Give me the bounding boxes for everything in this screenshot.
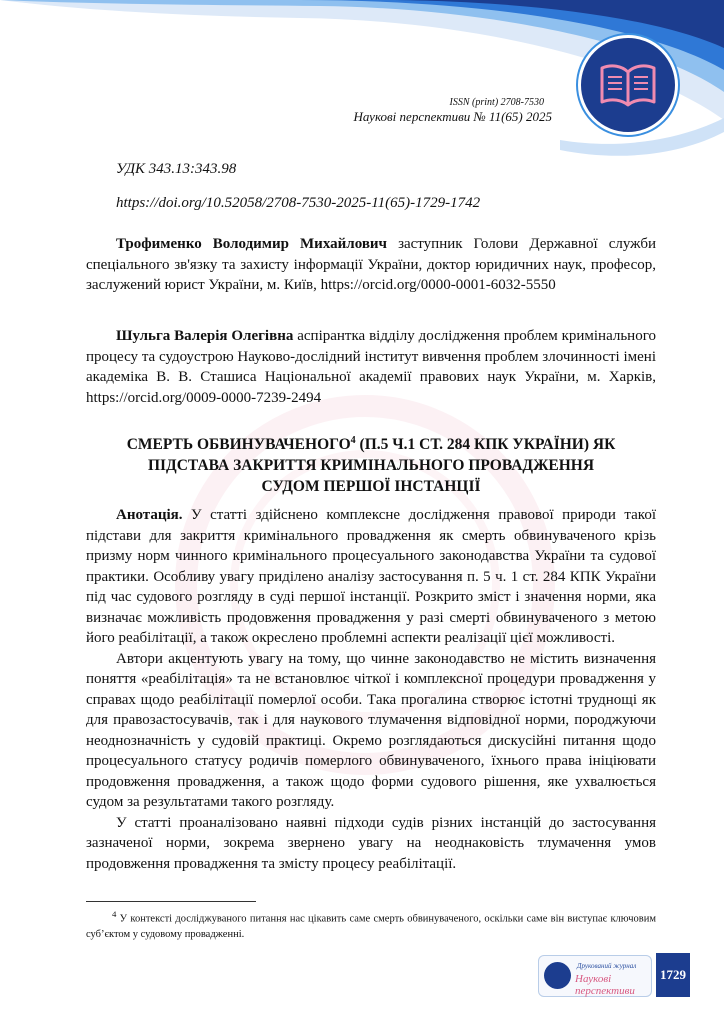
page-number: 1729 (656, 953, 690, 997)
footer-logo-small-text: Друкований журнал (577, 962, 637, 970)
footer-journal-logo (538, 955, 652, 997)
abstract-label: Анотація. (116, 507, 183, 523)
author-name: Шульга Валерія Олегівна (116, 328, 294, 344)
author-2 (86, 326, 656, 408)
author-info: заступник Голови Державної служби спеціального зв'язку та захисту інформації України, доктор юридичних наук, професор, заслужений юрист України, м. Київ, https://orcid.org/0000-0001-6032-5550 (86, 236, 656, 293)
abstract-text: У статті здійснено комплексне дослідження правової природи такої підстави для закриття кримінального провадження як смерть обвинуваченого крізь призму норм чинного кримінального процесуального законодавства України та судової практики. Особливу увагу приділено аналізу застосування п. 5 ч. 1 ст. 284 КПК України під час судового розгляду в суді першої інстанції. Розкрито зміст і значення норми, яка визначає можливість продовження провадження у разі смерті обвинуваченого з метою його реабілітації, а також окреслено проблемні аспекти реалізації цієї можливості. (86, 507, 656, 646)
doi-link[interactable]: https://doi.org/10.52058/2708-7530-2025-11(65)-1729-1742 (116, 195, 481, 211)
footnote-divider (86, 901, 256, 902)
abstract-paragraph: Автори акцентують увагу на тому, що чинне законодавство не містить визначення поняття «реабілітація» та не встановлює чіткої і комплексної процедури провадження у справах щодо реабілітації померлої особи. Така прогалина створює істотні труднощі як для правозастосувачів, так і для наукового тлумачення відповідної норми, породжуючи неоднозначність у судовій практиці. Окремо розглядаються дискусійні питання щодо процесуального статусу родичів померлого обвинуваченого, їхнього права ініціювати продовження провадження, а також щодо форми судового рішення, яке ухвалюється судом за результатами такого розгляду. (86, 650, 656, 810)
abstract-paragraph: У статті проаналізовано наявні підходи судів різних інстанцій до застосування зазначеної норми, зокрема звернено увагу на неоднаковість тлумачення умов продовження провадження та змісту процесу реабілітації. (86, 814, 656, 872)
article-title (86, 430, 656, 497)
author-name: Трофименко Володимир Михайлович (116, 236, 388, 252)
title-line: ПІДСТАВА ЗАКРИТТЯ КРИМІНАЛЬНОГО ПРОВАДЖЕННЯ (147, 457, 595, 475)
abstract (86, 505, 656, 874)
udk-code: УДК 343.13:343.98 (116, 161, 237, 177)
title-footnote-mark[interactable]: 4 (350, 435, 356, 446)
footnote-text: У контексті досліджуваного питання нас цікавить саме смерть обвинуваченого, оскільки саме він виступає ключовим суб’єктом у судовому провадженні. (86, 913, 656, 940)
footnote-mark: 4 (112, 909, 117, 919)
abstract-paragraph (86, 505, 656, 649)
footer-logo-icon (544, 962, 571, 989)
issn: ISSN (print) 2708-7530 (449, 97, 544, 108)
author-1 (86, 234, 656, 296)
title-line: СМЕРТЬ ОБВИНУВАЧЕНОГО (126, 436, 351, 454)
open-book-icon (598, 60, 658, 110)
footnote (86, 907, 656, 942)
title-line: СУДОМ ПЕРШОЇ ІНСТАНЦІЇ (261, 478, 481, 496)
author-info: аспірантка відділу дослідження проблем кримінального процесу та судоустрою Науково-дослідний інститут вивчення проблем злочинності імені академіка В. В. Сташиса Національної академії правових наук України, м. Харків, https://orcid.org/0009-0000-7239-2494 (86, 328, 656, 406)
title-line: (П.5 Ч.1 СТ. 284 КПК УКРАЇНИ) ЯК (355, 436, 616, 454)
footer-logo-title: Наукові перспективи (575, 973, 635, 997)
journal-logo (578, 35, 678, 135)
journal-issue: Наукові перспективи № 11(65) 2025 (353, 109, 552, 124)
